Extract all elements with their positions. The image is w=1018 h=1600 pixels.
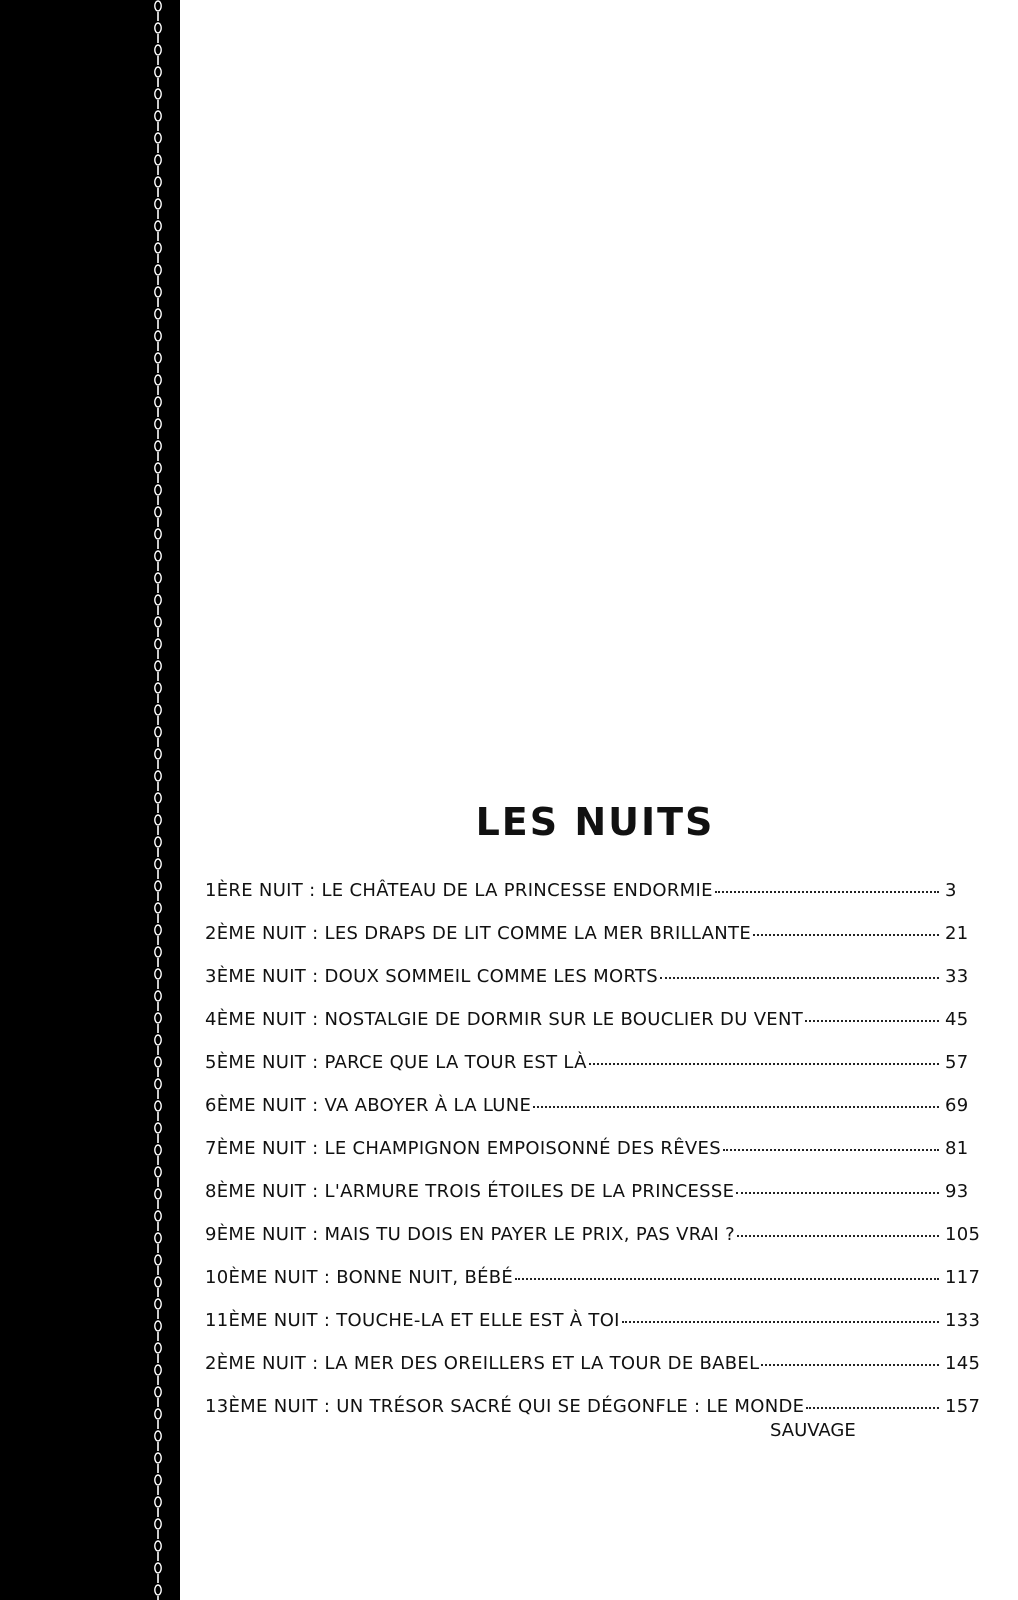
entry-page: 157 [945,1396,981,1417]
toc-entry[interactable] [205,1095,985,1138]
entry-label: 13ÈME NUIT : UN TRÉSOR SACRÉ QUI SE DÉGONFLE : LE MONDE [205,1396,805,1417]
entry-page: 81 [945,1138,969,1159]
toc-entry[interactable] [205,880,985,923]
entry-page: 145 [945,1353,981,1374]
toc-entry[interactable] [205,1396,985,1420]
toc-title: LES NUITS [475,800,715,844]
dot-leader [533,1105,939,1108]
dot-leader [589,1062,939,1065]
toc-entry[interactable] [205,1052,985,1095]
entry-label: 10ÈME NUIT : BONNE NUIT, BÉBÉ [205,1267,514,1288]
entry-label: 11ÈME NUIT : TOUCHE-LA ET ELLE EST À TOI [205,1310,620,1331]
dot-leader [660,976,939,979]
entry-label: 9ÈME NUIT : MAIS TU DOIS EN PAYER LE PRIX, PAS VRAI ? [205,1224,735,1245]
toc-entry[interactable] [205,1009,985,1052]
entry-page: 57 [945,1052,969,1073]
toc-entry[interactable] [205,1138,985,1181]
entry-page: 105 [945,1224,981,1245]
entry-label: 2ÈME NUIT : LES DRAPS DE LIT COMME LA MER BRILLANTE [205,923,751,944]
toc-entry[interactable] [205,966,985,1009]
entry-page: 93 [945,1181,969,1202]
entry-label: 8ÈME NUIT : L'ARMURE TROIS ÉTOILES DE LA PRINCESSE [205,1181,735,1202]
dot-leader [723,1148,939,1151]
entry-label: 1ÈRE NUIT : LE CHÂTEAU DE LA PRINCESSE ENDORMIE [205,880,713,901]
dot-leader [622,1320,939,1323]
dot-leader [736,1191,939,1194]
entry-page: 21 [945,923,969,944]
dot-leader [805,1019,939,1022]
chain-border-decoration [150,0,166,1600]
entry-page: 45 [945,1009,969,1030]
toc-entry[interactable] [205,1310,985,1353]
entry-label: 2ÈME NUIT : LA MER DES OREILLERS ET LA TOUR DE BABEL [205,1353,760,1374]
entry-label: 5ÈME NUIT : PARCE QUE LA TOUR EST LÀ [205,1052,587,1073]
dot-leader [761,1363,939,1366]
entry-page: 3 [945,880,957,901]
entry-page: 117 [945,1267,981,1288]
dot-leader [515,1277,939,1280]
toc-entry[interactable] [205,1353,985,1396]
entry-page: 69 [945,1095,969,1116]
toc-entry[interactable] [205,1181,985,1224]
entry-page: 133 [945,1310,981,1331]
dot-leader [737,1234,939,1237]
toc-entry[interactable] [205,1267,985,1310]
entry-label: 7ÈME NUIT : LE CHAMPIGNON EMPOISONNÉ DES RÊVES [205,1138,721,1159]
dot-leader [753,933,939,936]
entry-label: 6ÈME NUIT : VA ABOYER À LA LUNE [205,1095,532,1116]
table-of-contents [205,880,985,1441]
entry-label: 3ÈME NUIT : DOUX SOMMEIL COMME LES MORTS [205,966,658,987]
dot-leader [806,1406,939,1409]
entry-label: 4ÈME NUIT : NOSTALGIE DE DORMIR SUR LE BOUCLIER DU VENT [205,1009,804,1030]
dot-leader [715,890,939,893]
toc-entry[interactable] [205,1224,985,1267]
toc-entry[interactable] [205,923,985,966]
entry-page: 33 [945,966,969,987]
entry-label-continuation: SAUVAGE [770,1420,856,1441]
